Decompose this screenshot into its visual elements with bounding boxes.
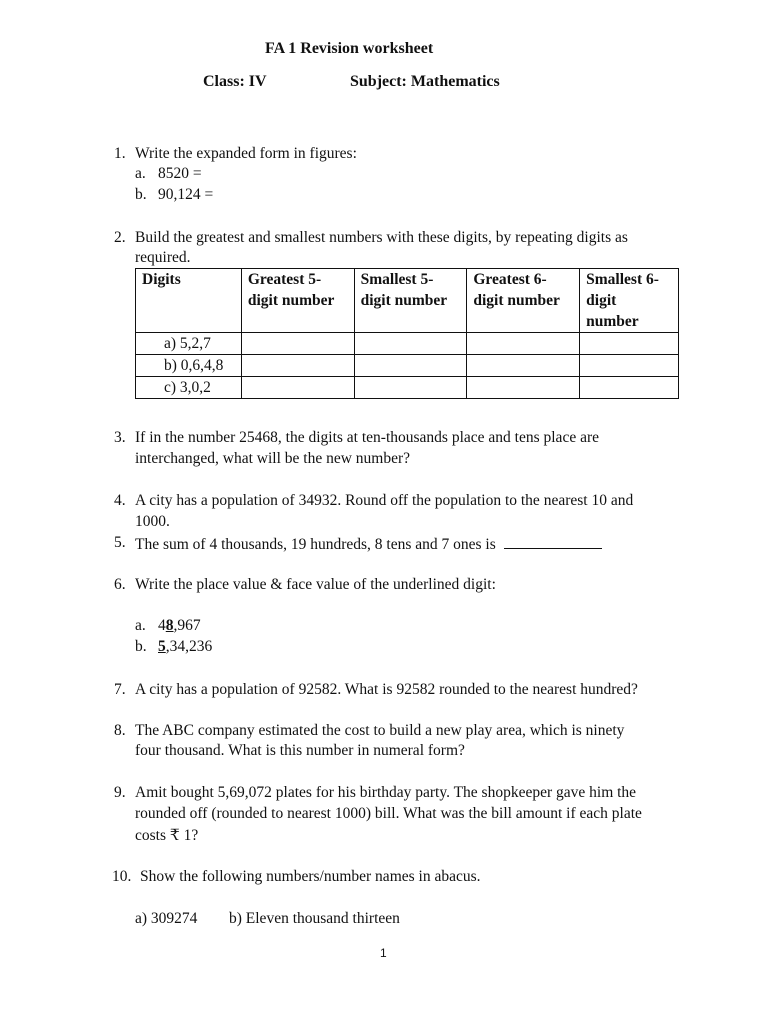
question-number: 9. (114, 784, 126, 801)
question-text-line-2: interchanged, what will be the new number? (135, 450, 411, 467)
table-header-cell: Digits (136, 269, 242, 333)
question-text-line-1: If in the number 25468, the digits at ten-thousands place and tens place are (135, 429, 599, 446)
question-text-line-3: costs ₹ 1? (135, 827, 199, 844)
question-text-line-2: 1000. (135, 513, 170, 530)
question-text: The sum of 4 thousands, 19 hundreds, 8 tens and 7 ones is (135, 534, 602, 554)
table-cell-digits: b) 0,6,4,8 (136, 355, 242, 377)
item-text: 90,124 = (158, 186, 214, 203)
table-header-cell: Smallest 5- digit number (354, 269, 467, 333)
question-text-line-1: A city has a population of 34932. Round off the population to the nearest 10 and (135, 492, 634, 509)
item-text: 48,967 (158, 617, 201, 634)
table-cell-blank[interactable] (580, 355, 679, 377)
question-text: Write the expanded form in figures: (135, 145, 357, 162)
table-header-row (136, 269, 679, 333)
table-cell-blank[interactable] (241, 355, 354, 377)
table-cell-blank[interactable] (467, 333, 580, 355)
table-row (136, 377, 679, 399)
table-cell-blank[interactable] (354, 333, 467, 355)
question-text-line-2: four thousand. What is this number in numeral form? (135, 742, 465, 759)
page-number: 1 (380, 946, 387, 960)
class-label: Class: IV (203, 73, 267, 90)
table-cell-blank[interactable] (580, 333, 679, 355)
question-text-line-1: Build the greatest and smallest numbers with these digits, by repeating digits as (135, 229, 628, 246)
item-marker: a. (135, 165, 146, 182)
question-text-line-2: required. (135, 249, 191, 266)
worksheet-title: FA 1 Revision worksheet (265, 40, 434, 57)
table-cell-blank[interactable] (241, 333, 354, 355)
table-cell-blank[interactable] (354, 355, 467, 377)
question-text-line-1: Amit bought 5,69,072 plates for his birthday party. The shopkeeper gave him the (135, 784, 637, 801)
table-cell-blank[interactable] (580, 377, 679, 399)
question-number: 6. (114, 576, 126, 593)
question-number: 8. (114, 722, 126, 739)
answer-blank[interactable] (504, 534, 602, 549)
item-text: 8520 = (158, 165, 202, 182)
table-cell-blank[interactable] (467, 355, 580, 377)
question-number: 3. (114, 429, 126, 446)
item-text: 5,34,236 (158, 638, 213, 655)
question-number: 2. (114, 229, 126, 246)
item-a: a) 309274 (135, 910, 198, 927)
table-row (136, 355, 679, 377)
question-number: 10. (112, 868, 132, 885)
item-marker: b. (135, 186, 147, 203)
underlined-digit: 8 (165, 617, 174, 634)
table-cell-blank[interactable] (241, 377, 354, 399)
question-number: 5. (114, 534, 126, 551)
item-b: b) Eleven thousand thirteen (229, 910, 400, 927)
question-text-line-2: rounded off (rounded to nearest 1000) bill. What was the bill amount if each plate (135, 805, 642, 822)
table-row (136, 333, 679, 355)
underlined-digit: 5 (158, 638, 166, 655)
table-cell-blank[interactable] (467, 377, 580, 399)
table-cell-digits: c) 3,0,2 (136, 377, 242, 399)
subject-label: Subject: Mathematics (350, 73, 500, 90)
question-number: 1. (114, 145, 126, 162)
item-marker: b. (135, 638, 147, 655)
table-cell-digits: a) 5,2,7 (136, 333, 242, 355)
table-header-cell: Greatest 6- digit number (467, 269, 580, 333)
question-number: 4. (114, 492, 126, 509)
table-header-cell: Smallest 6- digit number (580, 269, 679, 333)
question-text-line-1: The ABC company estimated the cost to build a new play area, which is ninety (135, 722, 625, 739)
table-cell-blank[interactable] (354, 377, 467, 399)
question-text: Write the place value & face value of the underlined digit: (135, 576, 496, 593)
item-marker: a. (135, 617, 146, 634)
question-number: 7. (114, 681, 126, 698)
question-text: Show the following numbers/number names in abacus. (140, 868, 481, 885)
table-header-cell: Greatest 5- digit number (241, 269, 354, 333)
question-text: A city has a population of 92582. What is 92582 rounded to the nearest hundred? (135, 681, 638, 698)
digits-table (135, 268, 679, 399)
